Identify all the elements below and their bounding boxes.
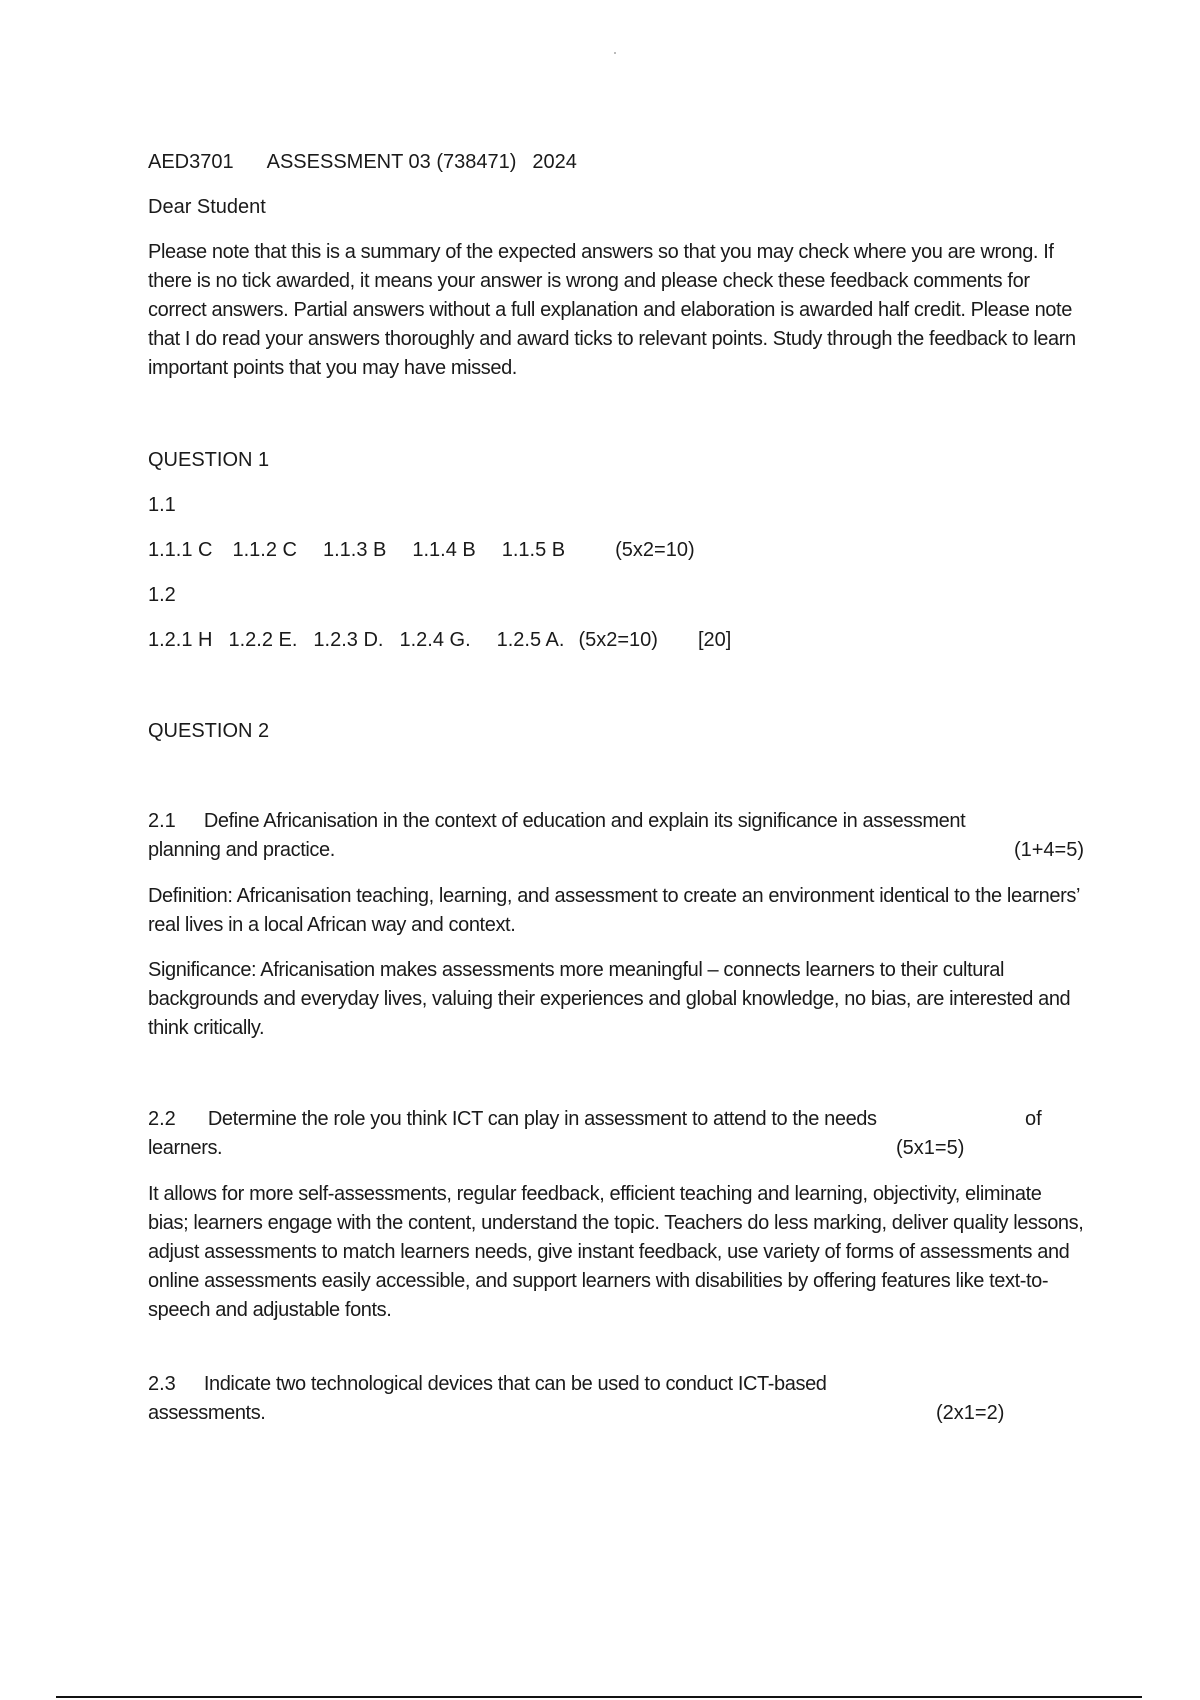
- subsection-1-1-label: 1.1: [148, 494, 176, 516]
- course-code: AED3701: [148, 151, 234, 173]
- question-2-3-marks: (2x1=2): [936, 1402, 1005, 1424]
- answer-1-1-5: 1.1.5 B: [501, 539, 566, 561]
- question-2-3-text-b: assessments.: [148, 1402, 266, 1424]
- answer-1-1-3: 1.1.3 B: [322, 539, 387, 561]
- question-2-1-significance: Significance: Africanisation makes assessments more meaningful – connects learners to their cultural backgrounds and everyday lives, valuing their experiences and global knowledge, no bias, are interested and think critically.: [148, 959, 1071, 1039]
- marks-1-1: (5x2=10): [615, 539, 695, 561]
- scan-speck: [614, 52, 616, 54]
- question-2-heading: QUESTION 2: [148, 720, 270, 742]
- assessment-title: ASSESSMENT 03 (738471): [266, 151, 517, 173]
- question-2-3-text-a: Indicate two technological devices that can be used to conduct ICT-based: [203, 1373, 827, 1395]
- question-2-2-prompt: [148, 1105, 1084, 1163]
- question-2-2-marks: (5x1=5): [896, 1137, 965, 1159]
- answer-1-1-1: 1.1.1 C: [148, 539, 213, 561]
- answer-1-2-5: 1.2.5 A.: [496, 629, 565, 651]
- question-2-1-prompt: [148, 807, 1084, 865]
- question-2-1-number: 2.1: [148, 810, 176, 832]
- question-2-1-marks: (1+4=5): [1013, 839, 1084, 861]
- marks-1-2: (5x2=10): [578, 629, 658, 651]
- document-header: [148, 148, 577, 177]
- question-1-total: [20]: [697, 629, 732, 651]
- assessment-year: 2024: [532, 151, 577, 173]
- answer-1-1-4: 1.1.4 B: [412, 539, 476, 561]
- page-bottom-rule: [56, 1696, 1142, 1698]
- answer-1-2-4: 1.2.4 G.: [399, 629, 471, 651]
- question-2-2-text-a: Determine the role you think ICT can play in assessment to attend to the needs: [207, 1108, 877, 1130]
- question-2-3-number: 2.3: [148, 1373, 176, 1395]
- answers-1-2-row: [148, 626, 731, 655]
- answer-1-2-1: 1.2.1 H: [148, 629, 213, 651]
- answer-1-1-2: 1.1.2 C: [232, 539, 297, 561]
- question-2-1-definition: Definition: Africanisation teaching, learning, and assessment to create an environment identical to the learners’ real lives in a local African way and context.: [148, 885, 1080, 936]
- question-2-1-text-b: planning and practice.: [148, 839, 335, 861]
- answer-1-2-3: 1.2.3 D.: [313, 629, 384, 651]
- answers-1-1-row: [148, 536, 695, 565]
- question-1-heading: QUESTION 1: [148, 449, 270, 471]
- question-2-2-answer: It allows for more self-assessments, regular feedback, efficient teaching and learning, objectivity, eliminate bias; learners engage with the content, understand the topic. Teachers do less marking, deliver quality lessons, adjust assessments to match learners needs, give instant feedback, use variety of forms of assessments and online assessments easily accessible, and support learners with disabilities by offering features like text-to-speech and adjustable fonts.: [148, 1183, 1084, 1321]
- question-2-3-prompt: [148, 1370, 1084, 1428]
- subsection-1-2-label: 1.2: [148, 584, 176, 606]
- question-2-2-number: 2.2: [148, 1108, 176, 1130]
- question-2-1-text-a: Define Africanisation in the context of education and explain its significance in assessment: [203, 810, 966, 832]
- intro-paragraph: Please note that this is a summary of the expected answers so that you may check where you are wrong. If there is no tick awarded, it means your answer is wrong and please check these feedback comments for correct answers. Partial answers without a full explanation and elaboration is awarded half credit. Please note that I do read your answers thoroughly and award ticks to relevant points. Study through the feedback to learn important points that you may have missed.: [148, 241, 1076, 379]
- greeting: Dear Student: [148, 196, 266, 218]
- answer-1-2-2: 1.2.2 E.: [228, 629, 298, 651]
- question-2-2-of: of: [1025, 1108, 1042, 1130]
- question-2-2-text-b: learners.: [148, 1137, 223, 1159]
